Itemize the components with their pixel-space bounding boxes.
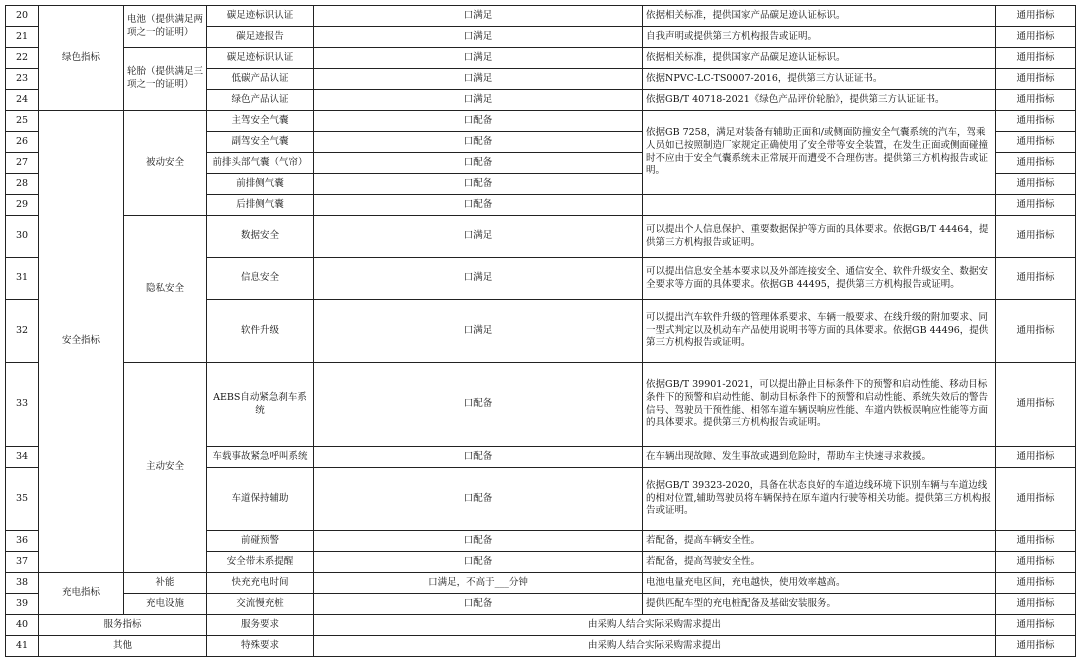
item-name: 低碳产品认证 bbox=[207, 69, 314, 90]
description-cell: 提供匹配车型的充电桩配备及基础安装服务。 bbox=[643, 594, 996, 615]
indicator-type: 通用指标 bbox=[996, 48, 1076, 69]
table-row bbox=[6, 573, 1076, 594]
subcategory-cell: 补能 bbox=[124, 573, 207, 594]
table-row bbox=[6, 615, 1076, 636]
item-name: 前排头部气囊（气帘） bbox=[207, 153, 314, 174]
requirement-cell: 口配备 bbox=[314, 195, 643, 216]
indicator-type: 通用指标 bbox=[996, 447, 1076, 468]
requirement-cell: 口满足 bbox=[314, 27, 643, 48]
subcategory-cell: 轮胎（提供满足三项之一的证明） bbox=[124, 48, 207, 111]
description-cell: 若配备，提高驾驶安全性。 bbox=[643, 552, 996, 573]
indicator-type: 通用指标 bbox=[996, 132, 1076, 153]
category-cell: 充电指标 bbox=[39, 573, 124, 615]
description-cell: 依据GB 7258，满足对装备有辅助正面和/或侧面防撞安全气囊系统的汽车，驾乘人员如已按照制造厂家规定正确使用了安全带等安全装置，在发生正面或侧面碰撞时不应由于安全气囊系统未正常展开而遭受不合理伤害。提供第三方机构报告或证明。 bbox=[643, 111, 996, 195]
requirement-cell: 口配备 bbox=[314, 531, 643, 552]
table-row bbox=[6, 636, 1076, 657]
row-number: 23 bbox=[6, 69, 39, 90]
item-name: 主驾安全气囊 bbox=[207, 111, 314, 132]
description-cell: 在车辆出现故障、发生事故或遇到危险时，帮助车主快速寻求救援。 bbox=[643, 447, 996, 468]
table-row bbox=[6, 111, 1076, 132]
merged-requirement-cell: 由采购人结合实际采购需求提出 bbox=[314, 636, 996, 657]
row-number: 22 bbox=[6, 48, 39, 69]
row-number: 33 bbox=[6, 363, 39, 447]
requirement-cell: 口配备 bbox=[314, 447, 643, 468]
indicator-type: 通用指标 bbox=[996, 531, 1076, 552]
requirement-cell: 口满足 bbox=[314, 48, 643, 69]
subcategory-cell: 充电设施 bbox=[124, 594, 207, 615]
requirement-cell: 口配备 bbox=[314, 132, 643, 153]
row-number: 38 bbox=[6, 573, 39, 594]
description-cell: 自我声明或提供第三方机构报告或证明。 bbox=[643, 27, 996, 48]
row-number: 35 bbox=[6, 468, 39, 531]
description-cell bbox=[643, 195, 996, 216]
subcategory-cell: 被动安全 bbox=[124, 111, 207, 216]
requirement-cell: 口满足 bbox=[314, 258, 643, 300]
requirement-cell: 口配备 bbox=[314, 594, 643, 615]
item-name: 数据安全 bbox=[207, 216, 314, 258]
description-cell: 可以提出汽车软件升级的管理体系要求、车辆一般要求、在线升级的附加要求、同一型式判定以及机动车产品使用说明书等方面的具体要求。依据GB 44496，提供第三方机构报告或证明。 bbox=[643, 300, 996, 363]
table-row bbox=[6, 216, 1076, 258]
requirement-cell: 口满足 bbox=[314, 90, 643, 111]
row-number: 34 bbox=[6, 447, 39, 468]
indicator-type: 通用指标 bbox=[996, 615, 1076, 636]
table-row bbox=[6, 594, 1076, 615]
requirement-cell: 口满足 bbox=[314, 69, 643, 90]
row-number: 25 bbox=[6, 111, 39, 132]
requirement-cell: 口满足 bbox=[314, 6, 643, 27]
indicator-type: 通用指标 bbox=[996, 90, 1076, 111]
requirement-cell: 口配备 bbox=[314, 363, 643, 447]
indicator-type: 通用指标 bbox=[996, 636, 1076, 657]
item-name: 前排侧气囊 bbox=[207, 174, 314, 195]
requirement-cell: 口配备 bbox=[314, 552, 643, 573]
row-number: 36 bbox=[6, 531, 39, 552]
row-number: 37 bbox=[6, 552, 39, 573]
indicator-type: 通用指标 bbox=[996, 153, 1076, 174]
indicator-type: 通用指标 bbox=[996, 195, 1076, 216]
item-name: 车道保持辅助 bbox=[207, 468, 314, 531]
indicator-type: 通用指标 bbox=[996, 111, 1076, 132]
indicator-type: 通用指标 bbox=[996, 468, 1076, 531]
description-cell: 电池电量充电区间，充电越快，使用效率越高。 bbox=[643, 573, 996, 594]
indicator-type: 通用指标 bbox=[996, 174, 1076, 195]
row-number: 41 bbox=[6, 636, 39, 657]
requirement-cell: 口配备 bbox=[314, 468, 643, 531]
requirement-cell: 口满足 bbox=[314, 216, 643, 258]
item-name: 碳足迹标识认证 bbox=[207, 6, 314, 27]
item-name: AEBS自动紧急刹车系统 bbox=[207, 363, 314, 447]
requirement-cell: 口配备 bbox=[314, 174, 643, 195]
row-number: 40 bbox=[6, 615, 39, 636]
indicator-type: 通用指标 bbox=[996, 69, 1076, 90]
indicator-type: 通用指标 bbox=[996, 6, 1076, 27]
item-name: 安全带未系提醒 bbox=[207, 552, 314, 573]
row-number: 27 bbox=[6, 153, 39, 174]
row-number: 26 bbox=[6, 132, 39, 153]
row-number: 24 bbox=[6, 90, 39, 111]
row-number: 29 bbox=[6, 195, 39, 216]
item-name: 信息安全 bbox=[207, 258, 314, 300]
table-row bbox=[6, 363, 1076, 447]
item-name: 碳足迹标识认证 bbox=[207, 48, 314, 69]
item-name: 绿色产品认证 bbox=[207, 90, 314, 111]
description-cell: 依据GB/T 39901-2021，可以提出静止目标条件下的预警和启动性能、移动目标条件下的预警和启动性能、制动目标条件下的预警和启动性能、系统失效后的警告信号、驾驶员干预性能、相邻车道车辆误响应性能、车道内铁板误响应性能等方面的具体要求。提供第三方机构报告或证明。 bbox=[643, 363, 996, 447]
item-name: 碳足迹报告 bbox=[207, 27, 314, 48]
subcategory-cell: 电池（提供满足两项之一的证明） bbox=[124, 6, 207, 48]
category-cell: 安全指标 bbox=[39, 111, 124, 573]
item-name: 交流慢充桩 bbox=[207, 594, 314, 615]
subcategory-cell: 隐私安全 bbox=[124, 216, 207, 363]
item-name: 软件升级 bbox=[207, 300, 314, 363]
item-name: 车载事故紧急呼叫系统 bbox=[207, 447, 314, 468]
description-cell: 依据相关标准，提供国家产品碳足迹认证标识。 bbox=[643, 6, 996, 27]
description-cell: 依据GB/T 40718-2021《绿色产品评价轮胎》，提供第三方认证证书。 bbox=[643, 90, 996, 111]
description-cell: 依据NPVC-LC-TS0007-2016，提供第三方认证证书。 bbox=[643, 69, 996, 90]
category-cell: 服务指标 bbox=[39, 615, 207, 636]
requirement-cell: 口配备 bbox=[314, 153, 643, 174]
row-number: 28 bbox=[6, 174, 39, 195]
row-number: 31 bbox=[6, 258, 39, 300]
table-row bbox=[6, 6, 1076, 27]
item-name: 特殊要求 bbox=[207, 636, 314, 657]
category-cell: 其他 bbox=[39, 636, 207, 657]
row-number: 32 bbox=[6, 300, 39, 363]
item-name: 后排侧气囊 bbox=[207, 195, 314, 216]
indicator-type: 通用指标 bbox=[996, 594, 1076, 615]
merged-requirement-cell: 由采购人结合实际采购需求提出 bbox=[314, 615, 996, 636]
indicator-type: 通用指标 bbox=[996, 258, 1076, 300]
description-cell: 可以提出个人信息保护、重要数据保护等方面的具体要求。依据GB/T 44464，提供第三方机构报告或证明。 bbox=[643, 216, 996, 258]
item-name: 服务要求 bbox=[207, 615, 314, 636]
requirement-cell: 口配备 bbox=[314, 111, 643, 132]
table-row bbox=[6, 48, 1076, 69]
indicator-type: 通用指标 bbox=[996, 27, 1076, 48]
item-name: 前碰预警 bbox=[207, 531, 314, 552]
row-number: 21 bbox=[6, 27, 39, 48]
row-number: 30 bbox=[6, 216, 39, 258]
indicator-type: 通用指标 bbox=[996, 363, 1076, 447]
row-number: 20 bbox=[6, 6, 39, 27]
description-cell: 可以提出信息安全基本要求以及外部连接安全、通信安全、软件升级安全、数据安全要求等方面的具体要求。依据GB 44495，提供第三方机构报告或证明。 bbox=[643, 258, 996, 300]
category-cell: 绿色指标 bbox=[39, 6, 124, 111]
item-name: 快充充电时间 bbox=[207, 573, 314, 594]
requirement-cell: 口满足 bbox=[314, 300, 643, 363]
description-cell: 依据GB/T 39323-2020，具备在状态良好的车道边线环境下识别车辆与车道边线的相对位置,辅助驾驶员将车辆保持在原车道内行驶等相关功能。提供第三方机构报告或证明。 bbox=[643, 468, 996, 531]
description-cell: 若配备，提高车辆安全性。 bbox=[643, 531, 996, 552]
subcategory-cell: 主动安全 bbox=[124, 363, 207, 573]
indicator-type: 通用指标 bbox=[996, 552, 1076, 573]
indicator-type: 通用指标 bbox=[996, 573, 1076, 594]
item-name: 副驾安全气囊 bbox=[207, 132, 314, 153]
procurement-spec-table bbox=[5, 5, 1076, 657]
requirement-cell: 口满足，不高于___分钟 bbox=[314, 573, 643, 594]
description-cell: 依据相关标准，提供国家产品碳足迹认证标识。 bbox=[643, 48, 996, 69]
row-number: 39 bbox=[6, 594, 39, 615]
indicator-type: 通用指标 bbox=[996, 300, 1076, 363]
indicator-type: 通用指标 bbox=[996, 216, 1076, 258]
